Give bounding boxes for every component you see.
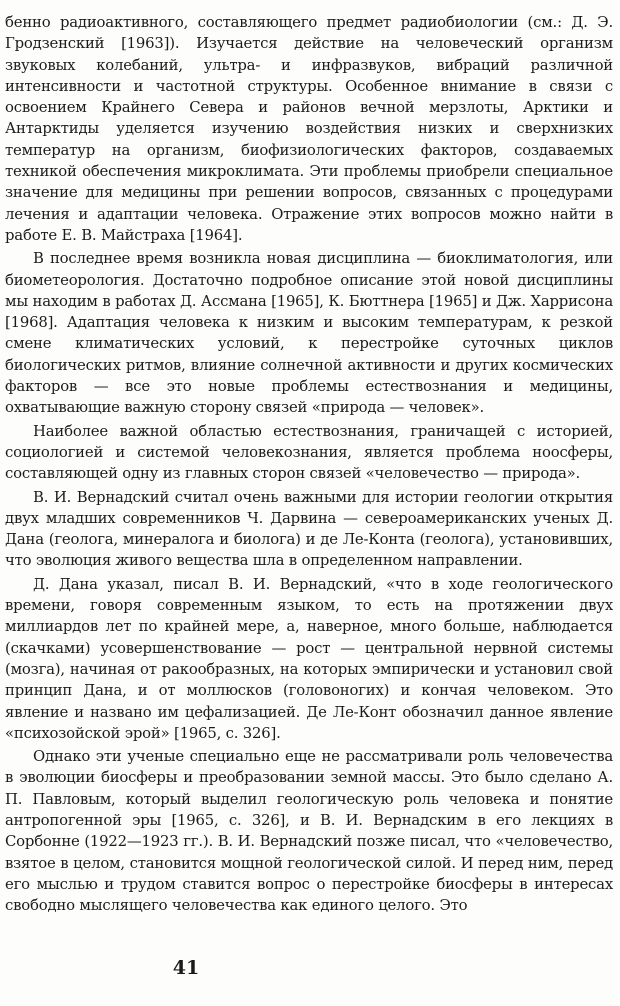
body-text bbox=[5, 12, 613, 916]
paragraph-continued: бенно радиоактивного, составляющего предмет радиобиологии (см.: Д. Э. Гродзенский [1963]). Изучается действие на человеческий организм звуковых колебаний, ультра- и инфразвуков, вибраций различной интенсивности и частотной структуры. Особенное внимание в связи с освоением Крайнего Севера и районов вечной мерзлоты, Арктики и Антарктиды уделяется изучению воздействия низких и сверхнизких температур на организм, биофизиологических факторов, создаваемых техникой обеспечения микроклимата. Эти проблемы приобрели специальное значение для медицины при решении вопросов, связанных с процедурами лечения и адаптации человека. Отражение этих вопросов можно найти в работе Е. В. Майстраха [1964]. bbox=[5, 13, 613, 244]
paragraph-cephalization: Д. Дана указал, писал В. И. Вернадский, «что в ходе геологического времени, говоря современным языком, то есть на протяжении двух миллиардов лет по крайней мере, а, наверное, много больше, наблюдается (скачками) усовершенствование — рост — центральной нервной системы (мозга), начиная от ракообразных, на которых эмпирически и установил свой принцип Дана, и от моллюсков (головоногих) и кончая человеком. Это явление и названо им цефализацией. Де Ле-Конт обозначил данное явление «психозойской эрой» [1965, с. 326]. bbox=[5, 574, 613, 742]
paragraph-humanity-geology: Однако эти ученые специально еще не рассматривали роль человечества в эволюции биосферы и преобразовании земной массы. Это было сделано А. П. Павловым, который выделил геологическую роль человека и понятие антропогенной эры [1965, с. 326], и В. И. Вернадским в его лекциях в Сорбонне (1922—1923 гг.). В. И. Вернадский позже писал, что «человечество, взятое в целом, становится мощной геологической силой. И перед ним, перед его мыслью и трудом ставится вопрос о перестройке биосферы в интересах свободно мыслящего человечества как единого целого. Это bbox=[5, 747, 613, 915]
page-number: 41 bbox=[172, 957, 200, 979]
paragraph-bioclimatology: В последнее время возникла новая дисциплина — биоклиматология, или биометеорология. Достаточно подробное описание этой новой дисциплины мы находим в работах Д. Ассмана [1965], К. Бюттнера [1965] и Дж. Харрисона [1968]. Адаптация человека к низким и высоким температурам, к резкой смене климатических условий, к перестройке суточных циклов биологических ритмов, влияние солнечной активности и других космических факторов — все это новые проблемы естествознания и медицины, охватывающие важную сторону связей «природа — человек». bbox=[5, 249, 613, 417]
paragraph-vernadsky-dana: В. И. Вернадский считал очень важными для истории геологии открытия двух младших современников Ч. Дарвина — североамериканских ученых Д. Дана (геолога, минералога и биолога) и де Ле-Конта (геолога), установивших, что эволюция живого вещества шла в определенном направлении. bbox=[5, 487, 613, 570]
paragraph-noosphere: Наиболее важной областью естествознания, граничащей с историей, социологией и системой человекознания, является проблема ноосферы, составляющей одну из главных сторон связей «человечество — природа». bbox=[5, 421, 613, 483]
